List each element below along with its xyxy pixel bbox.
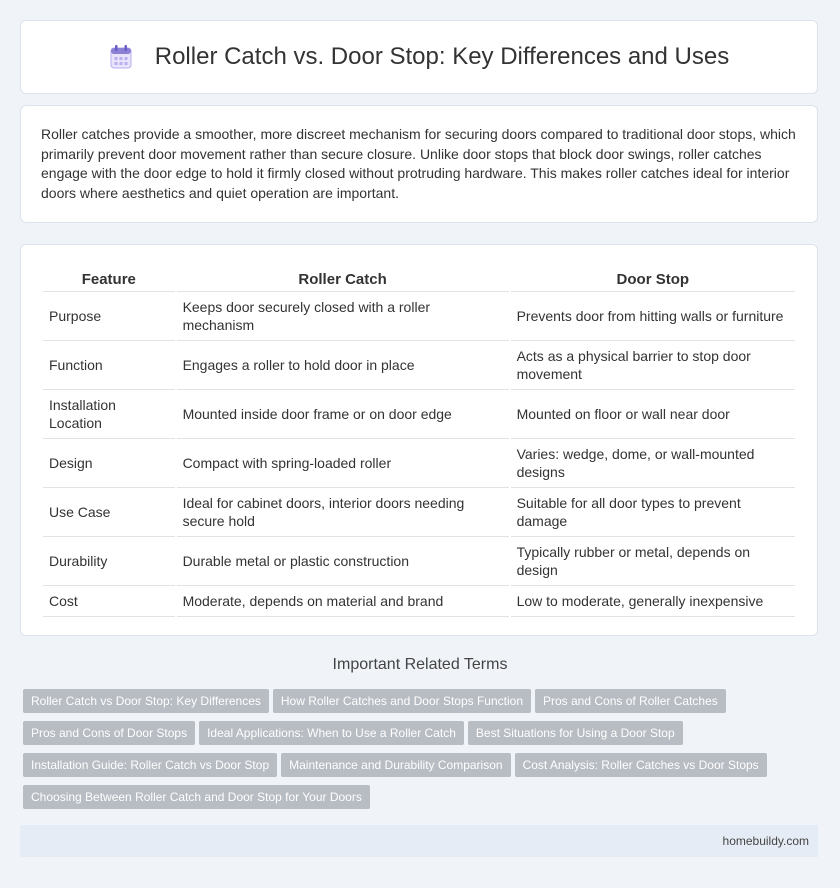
comparison-table <box>41 265 797 617</box>
calendar-icon <box>109 44 133 70</box>
cell-door-stop: Varies: wedge, dome, or wall-mounted designs <box>511 439 795 488</box>
title-card <box>20 20 818 94</box>
cell-roller-catch: Durable metal or plastic construction <box>177 537 509 586</box>
cell-roller-catch: Compact with spring-loaded roller <box>177 439 509 488</box>
table-row <box>43 537 795 586</box>
related-term-link[interactable]: Roller Catch vs Door Stop: Key Differences <box>23 689 269 713</box>
cell-feature: Durability <box>43 537 175 586</box>
table-header-row <box>43 265 795 292</box>
related-terms-heading: Important Related Terms <box>332 656 508 673</box>
cell-door-stop: Suitable for all door types to prevent damage <box>511 488 795 537</box>
tag-row <box>23 785 823 817</box>
tag-row <box>23 721 823 753</box>
related-terms-list <box>23 689 823 817</box>
table-row <box>43 439 795 488</box>
cell-door-stop: Mounted on floor or wall near door <box>511 390 795 439</box>
table-row <box>43 586 795 617</box>
cell-feature: Function <box>43 341 175 390</box>
cell-door-stop: Low to moderate, generally inexpensive <box>511 586 795 617</box>
related-term-link[interactable]: Pros and Cons of Door Stops <box>23 721 195 745</box>
footer <box>20 825 818 857</box>
cell-roller-catch: Engages a roller to hold door in place <box>177 341 509 390</box>
page-title: Roller Catch vs. Door Stop: Key Differences and Uses <box>154 43 730 70</box>
related-term-link[interactable]: Maintenance and Durability Comparison <box>281 753 510 777</box>
related-term-link[interactable]: Best Situations for Using a Door Stop <box>468 721 683 745</box>
table-row <box>43 488 795 537</box>
cell-feature: Design <box>43 439 175 488</box>
related-term-link[interactable]: Pros and Cons of Roller Catches <box>535 689 726 713</box>
cell-feature: Purpose <box>43 292 175 341</box>
related-term-link[interactable]: Installation Guide: Roller Catch vs Door Stop <box>23 753 277 777</box>
table-row <box>43 341 795 390</box>
cell-door-stop: Typically rubber or metal, depends on design <box>511 537 795 586</box>
related-term-link[interactable]: Ideal Applications: When to Use a Roller Catch <box>199 721 464 745</box>
header-door-stop: Door Stop <box>511 265 795 292</box>
tag-row <box>23 753 823 785</box>
cell-feature: Installation Location <box>43 390 175 439</box>
table-row <box>43 390 795 439</box>
intro-paragraph: Roller catches provide a smoother, more discreet mechanism for securing doors compared to traditional door stops, which primarily prevent door movement rather than secure closure. Unlike door stops that block door swings, roller catches engage with the door edge to hold it firmly closed without protruding hardware. This makes roller catches ideal for interior doors where aesthetics and quiet operation are important. <box>41 126 796 201</box>
cell-door-stop: Prevents door from hitting walls or furniture <box>511 292 795 341</box>
cell-door-stop: Acts as a physical barrier to stop door movement <box>511 341 795 390</box>
header-roller-catch: Roller Catch <box>177 265 509 292</box>
related-term-link[interactable]: Choosing Between Roller Catch and Door Stop for Your Doors <box>23 785 370 809</box>
cell-roller-catch: Keeps door securely closed with a roller mechanism <box>177 292 509 341</box>
cell-roller-catch: Moderate, depends on material and brand <box>177 586 509 617</box>
cell-roller-catch: Ideal for cabinet doors, interior doors needing secure hold <box>177 488 509 537</box>
related-term-link[interactable]: Cost Analysis: Roller Catches vs Door Stops <box>515 753 767 777</box>
cell-feature: Use Case <box>43 488 175 537</box>
cell-roller-catch: Mounted inside door frame or on door edge <box>177 390 509 439</box>
table-row <box>43 292 795 341</box>
related-term-link[interactable]: How Roller Catches and Door Stops Function <box>273 689 531 713</box>
tag-row <box>23 689 823 721</box>
intro-card <box>20 105 818 223</box>
comparison-table-card <box>20 244 818 636</box>
cell-feature: Cost <box>43 586 175 617</box>
header-feature: Feature <box>43 265 175 292</box>
footer-site-link[interactable]: homebuildy.com <box>722 834 809 848</box>
